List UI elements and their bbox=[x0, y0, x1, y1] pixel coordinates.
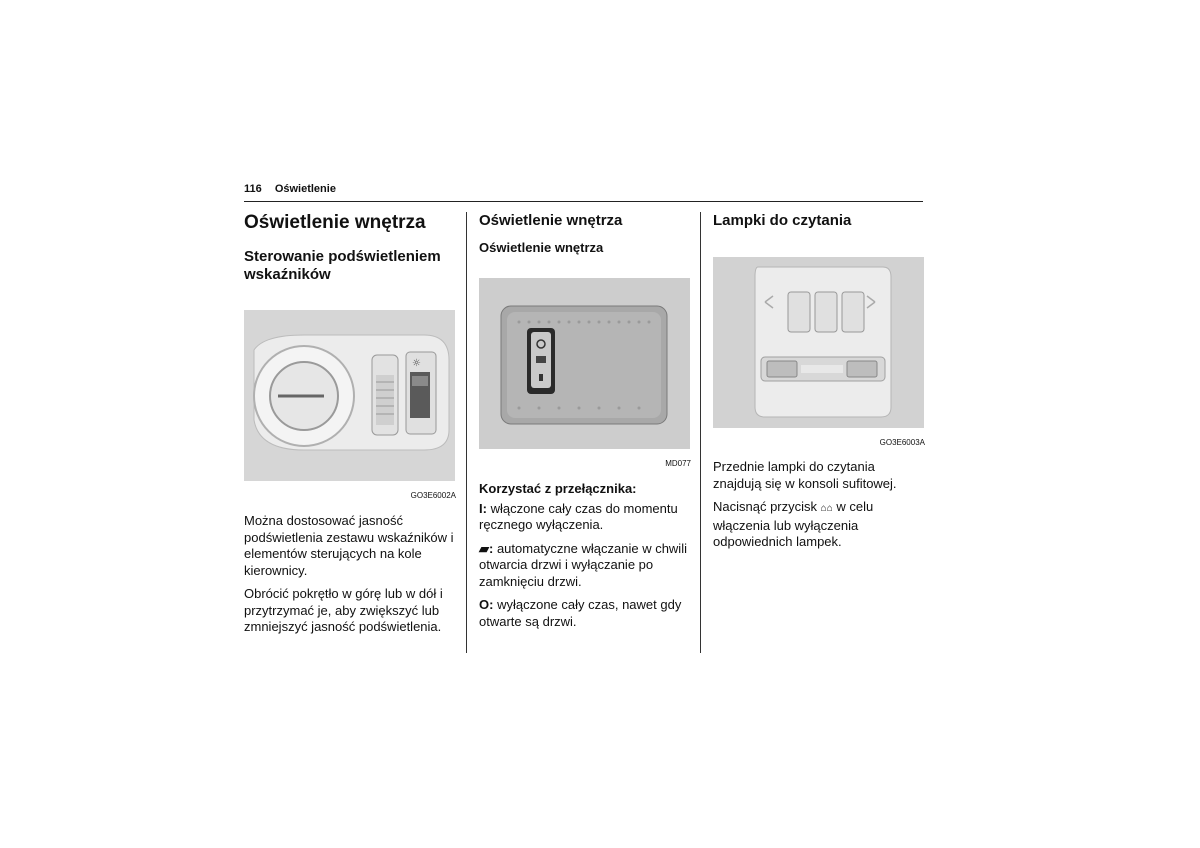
figure-caption: MD077 bbox=[665, 459, 691, 468]
column-1 bbox=[244, 212, 456, 636]
column-divider bbox=[700, 212, 701, 653]
section-heading: Lampki do czytania bbox=[713, 212, 852, 229]
paragraph: Można dostosować jasność podświetlenia zestawu wskaźników i elementów sterujących na kole kierownicy. bbox=[244, 513, 454, 578]
switch-position-item: ▰: automatyczne włączanie w chwili otwarcia drzwi i wyłączanie po zamknięciu drzwi. bbox=[479, 540, 687, 589]
dimmer-knob-photo bbox=[244, 310, 455, 481]
column-2 bbox=[479, 212, 691, 630]
page-number: 116 bbox=[244, 183, 262, 195]
off-symbol: O: bbox=[479, 597, 494, 612]
section-heading: Oświetlenie wnętrza bbox=[479, 212, 623, 229]
subsection-heading: Oświetlenie wnętrza bbox=[479, 240, 604, 255]
figure-caption: GO3E6003A bbox=[879, 438, 925, 447]
page-header bbox=[244, 183, 923, 202]
paragraph: Przednie lampki do czytania znajdują się w konsoli sufitowej. bbox=[713, 459, 897, 491]
paragraph: Nacisnąć przycisk ⌂⌂ w celu włączenia lub wyłączenia odpowiednich lampek. bbox=[713, 499, 874, 549]
section-heading: Oświetlenie wnętrza bbox=[244, 212, 426, 233]
interior-light-switch-photo bbox=[479, 278, 690, 449]
paragraph: Obrócić pokrętło w górę lub w dół i przytrzymać je, aby zwiększyć lub zmniejszyć jasność podświetlenia. bbox=[244, 586, 443, 634]
switch-position-item: O: wyłączone cały czas, nawet gdy otwarte są drzwi. bbox=[479, 597, 682, 629]
section-title: Oświetlenie bbox=[274, 183, 336, 195]
column-divider bbox=[466, 212, 467, 653]
reading-lamps-photo bbox=[713, 257, 924, 428]
usage-heading: Korzystać z przełącznika: bbox=[479, 481, 637, 496]
reading-lamp-icon: ⌂⌂ bbox=[820, 503, 833, 514]
on-symbol: I: bbox=[479, 500, 487, 516]
column-3 bbox=[713, 212, 925, 551]
switch-position-item: I: włączone cały czas do momentu ręcznego wyłączenia. bbox=[479, 500, 678, 532]
svg-text:☼: ☼ bbox=[412, 358, 421, 369]
door-symbol: ▰: bbox=[479, 540, 494, 556]
figure-caption: GO3E6002A bbox=[410, 491, 456, 500]
subsection-heading: Sterowanie podświetleniem wskaźników bbox=[244, 248, 441, 283]
